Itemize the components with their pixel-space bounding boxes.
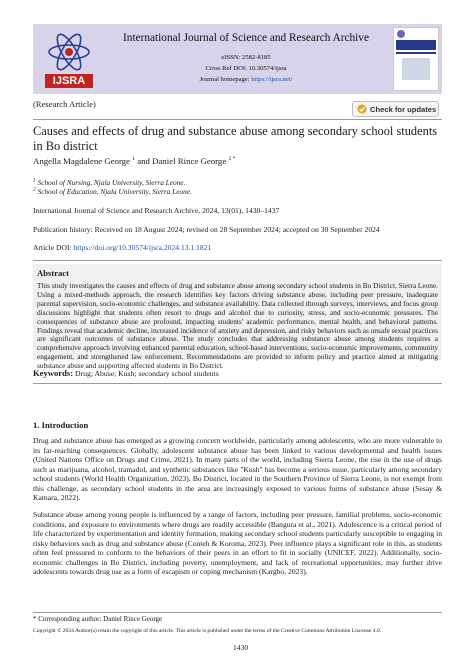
eissn: eISSN: 2582-8185: [221, 54, 271, 61]
affiliation-2: [33, 187, 192, 196]
copyright-notice: Copyright © 2024 Author(s) retain the copyright of this article. This article is published under the terms of the Creative Commons Attribution Liscense 4.0.: [33, 628, 382, 634]
author-2-affiliation-mark: 2 *: [228, 156, 236, 163]
paragraph: Drug and substance abuse has emerged as a growing concern worldwide, particularly among adolescents, who are more vulnerable to its far-reaching consequences. Globally, adolescent substance abuse has been linked to various developmental and health issues (United Nations Office on Drugs and Crime, 2021). In many parts of the world, including Sierra Leone, the rise in the use of drugs such as marijuana, alcohol, tramadol, and synthetic substances like "Kush" has become a serious issue, particularly among secondary school students (World Health Organization, 2023). Bo District, located in the Southern Province of Sierra Leone, is not exempt from this challenge, as secondary school students in the area are increasingly exposed to various forms of substance abuse (Sesay & Kamara, 2022).: [33, 436, 442, 502]
author-conjunction: and: [135, 156, 153, 166]
abstract-text: This study investigates the causes and effects of drug and substance abuse among secondary school students in Bo District, Sierra Leone. Using a mixed-methods approach, the research identifies key factors driving substance abuse, including peer pressure, inadequate parental supervision, socio-economic challenges, and substance availability. Data collected through surveys, interviews, and focus group discussions highlight that students often resort to drugs and alcohol due to curiosity, stress, and socio-economic pressures. The consequences of substance abuse are profound, impacting students' academic performance, mental health, and behavioral patterns. Findings reveal that academic decline, increased incidence of anxiety and depression, and risky behaviors such as unsafe sexual practices are significant outcomes of substance abuse. The study concludes that addressing substance abuse among students requires a comprehensive approach involving enhanced parental education, school-based interventions, socio-economic improvements, community engagement, and strengthened law enforcement. Recommendations are provided to inform policy and practice aimed at mitigating substance abuse and supporting affected students in Bo District.: [37, 281, 438, 371]
affiliation-1: [33, 178, 185, 187]
paragraph: Substance abuse among young people is influenced by a range of factors, including peer pressure, familial problems, socio-economic conditions, and exposure to environments where drugs are readily accessible (Bangura et al., 2021). Adolescence is a critical period of life characterized by experimentation and identity formation, making secondary school students particularly susceptible to engaging in risky behaviors such as drug and substance abuse (Conteh & Koroma, 2023). Peer influence plays a significant role in this, as students often feel pressured to conform to the behaviors of their peers in an effort to fit in socially (UNICEF, 2022). Additionally, socio-economic challenges in Bo District, including poverty, unemployment, and lack of recreational opportunities, may further drive adolescents towards drug use as a form of escapism or coping mechanism (Kargbo, 2023).: [33, 510, 442, 576]
logo-text: IJSRA: [52, 75, 86, 87]
doi-label: Article DOI:: [33, 243, 74, 252]
cover-rule: [396, 52, 436, 54]
journal-title: International Journal of Science and Research Archive: [123, 32, 369, 44]
crossref-doi: Cross Ref DOI: 10.30574/ijsra: [205, 65, 287, 72]
cover-image: [402, 58, 430, 80]
divider: [33, 119, 442, 120]
affiliation-2-mark: 2: [33, 186, 36, 193]
author-2: Daniel Rince George: [152, 156, 227, 166]
affiliation-1-mark: 1: [33, 177, 36, 184]
keywords-text: Drug; Abuse; Kush; secondary school students: [73, 369, 219, 378]
keywords: [33, 368, 219, 378]
section-heading-introduction: 1. Introduction: [33, 420, 89, 430]
homepage-label: Journal homepage:: [199, 76, 252, 83]
abstract-heading: Abstract: [37, 268, 69, 278]
divider: [33, 383, 442, 384]
publication-history: Publication history: Received on 18 August 2024; revised on 28 September 2024; accepted on 30 September 2024: [33, 225, 380, 234]
affiliation-2-text: School of Education, Njala University, Sierra Leone.: [35, 187, 192, 196]
homepage-link[interactable]: https://ijsra.net/: [251, 76, 293, 83]
article-doi: [33, 243, 211, 252]
check-for-updates-label: Check for updates: [370, 104, 437, 114]
check-for-updates-button[interactable]: [352, 101, 439, 117]
corresponding-author: * Corresponding author: Daniel Rince George: [33, 615, 163, 623]
affiliation-1-text: School of Nursing, Njala University, Sierra Leone.: [35, 178, 186, 187]
author-1: Angella Magdalene George: [33, 156, 131, 166]
journal-logo: [39, 28, 99, 90]
page-number: 1430: [233, 643, 249, 652]
journal-homepage: [111, 76, 381, 83]
article-type: (Research Article): [33, 100, 96, 109]
journal-cover-thumbnail: [393, 27, 439, 91]
footnote-divider: [33, 612, 442, 613]
doi-link[interactable]: https://doi.org/10.30574/ijsra.2024.13.1.1821: [73, 243, 212, 252]
check-updates-icon: [357, 104, 367, 114]
cover-logo-icon: [397, 30, 405, 38]
cover-title-band: [396, 40, 436, 50]
journal-header: [33, 24, 442, 94]
divider: [33, 260, 442, 261]
keywords-label: Keywords:: [33, 368, 74, 378]
author-1-affiliation-mark: 1: [132, 156, 136, 163]
citation: International Journal of Science and Research Archive, 2024, 13(01), 1430–1437: [33, 206, 280, 215]
author-list: [33, 156, 235, 166]
paper-title: Causes and effects of drug and substance abuse among secondary school students in Bo district: [33, 124, 438, 153]
